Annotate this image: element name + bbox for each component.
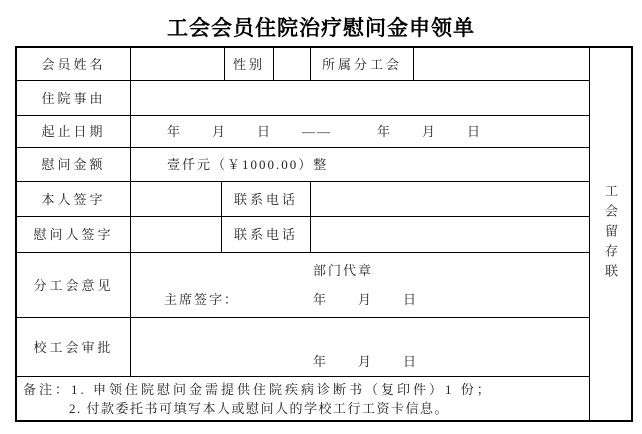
amount-value-cell: 壹仟元（￥1000.00）整 [167,157,329,172]
sub-union-opinion-value-cell [131,253,589,317]
self-signature-value-cell [131,182,222,216]
sub-union-label: 所属分工会 [311,48,414,80]
school-union-approval-label: 校工会审批 [17,318,131,376]
gender-value-cell [274,48,311,80]
approval-date-text: 年 月 日 [313,354,419,369]
member-name-label: 会员姓名 [17,48,131,80]
form-main-area [17,48,589,420]
school-union-approval-value-cell [131,318,589,376]
row-sub-union-opinion [17,253,589,318]
member-name-value-cell [131,48,225,80]
row-member-info [17,48,589,81]
row-date-range [17,116,589,148]
condoler-phone-value-cell [311,217,589,252]
opinion-date-text: 年 月 日 [313,292,419,307]
remarks-line1: 备注：1. 申领住院慰问金需提供住院疾病诊断书（复印件）1 份； [23,381,493,397]
row-school-union-approval [17,318,589,377]
application-form-table [15,46,633,422]
condoler-phone-label: 联系电话 [222,217,311,252]
self-phone-value-cell [311,182,589,216]
row-amount [17,148,589,182]
dept-seal-text: 部门代章 [313,263,374,278]
remarks-line2: 2. 付款委托书可填写本人或慰问人的学校工行工资卡信息。 [69,400,450,416]
chairman-signature-label: 主席签字： [164,292,240,307]
self-signature-label: 本人签字 [17,182,131,216]
row-hospitalization-reason [17,81,589,116]
sub-union-value-cell [414,48,589,80]
gender-label: 性别 [225,48,274,80]
condoler-signature-label: 慰问人签字 [17,217,131,252]
row-self-signature [17,182,589,217]
remarks-cell [17,377,589,420]
retention-copy-strip [589,48,631,420]
row-remarks [17,377,589,420]
hospitalization-reason-value-cell [131,81,589,115]
amount-label: 慰问金额 [17,148,131,181]
self-phone-label: 联系电话 [222,182,311,216]
hospitalization-reason-label: 住院事由 [17,81,131,115]
sub-union-opinion-label: 分工会意见 [17,253,131,317]
retention-copy-label: 工会留存联 [603,184,618,284]
row-condoler-signature [17,217,589,253]
date-range-value-cell: 年 月 日 —— 年 月 日 [167,124,483,139]
condoler-signature-value-cell [131,217,222,252]
date-range-label: 起止日期 [17,116,131,147]
form-title: 工会会员住院治疗慰问金申领单 [167,17,475,40]
